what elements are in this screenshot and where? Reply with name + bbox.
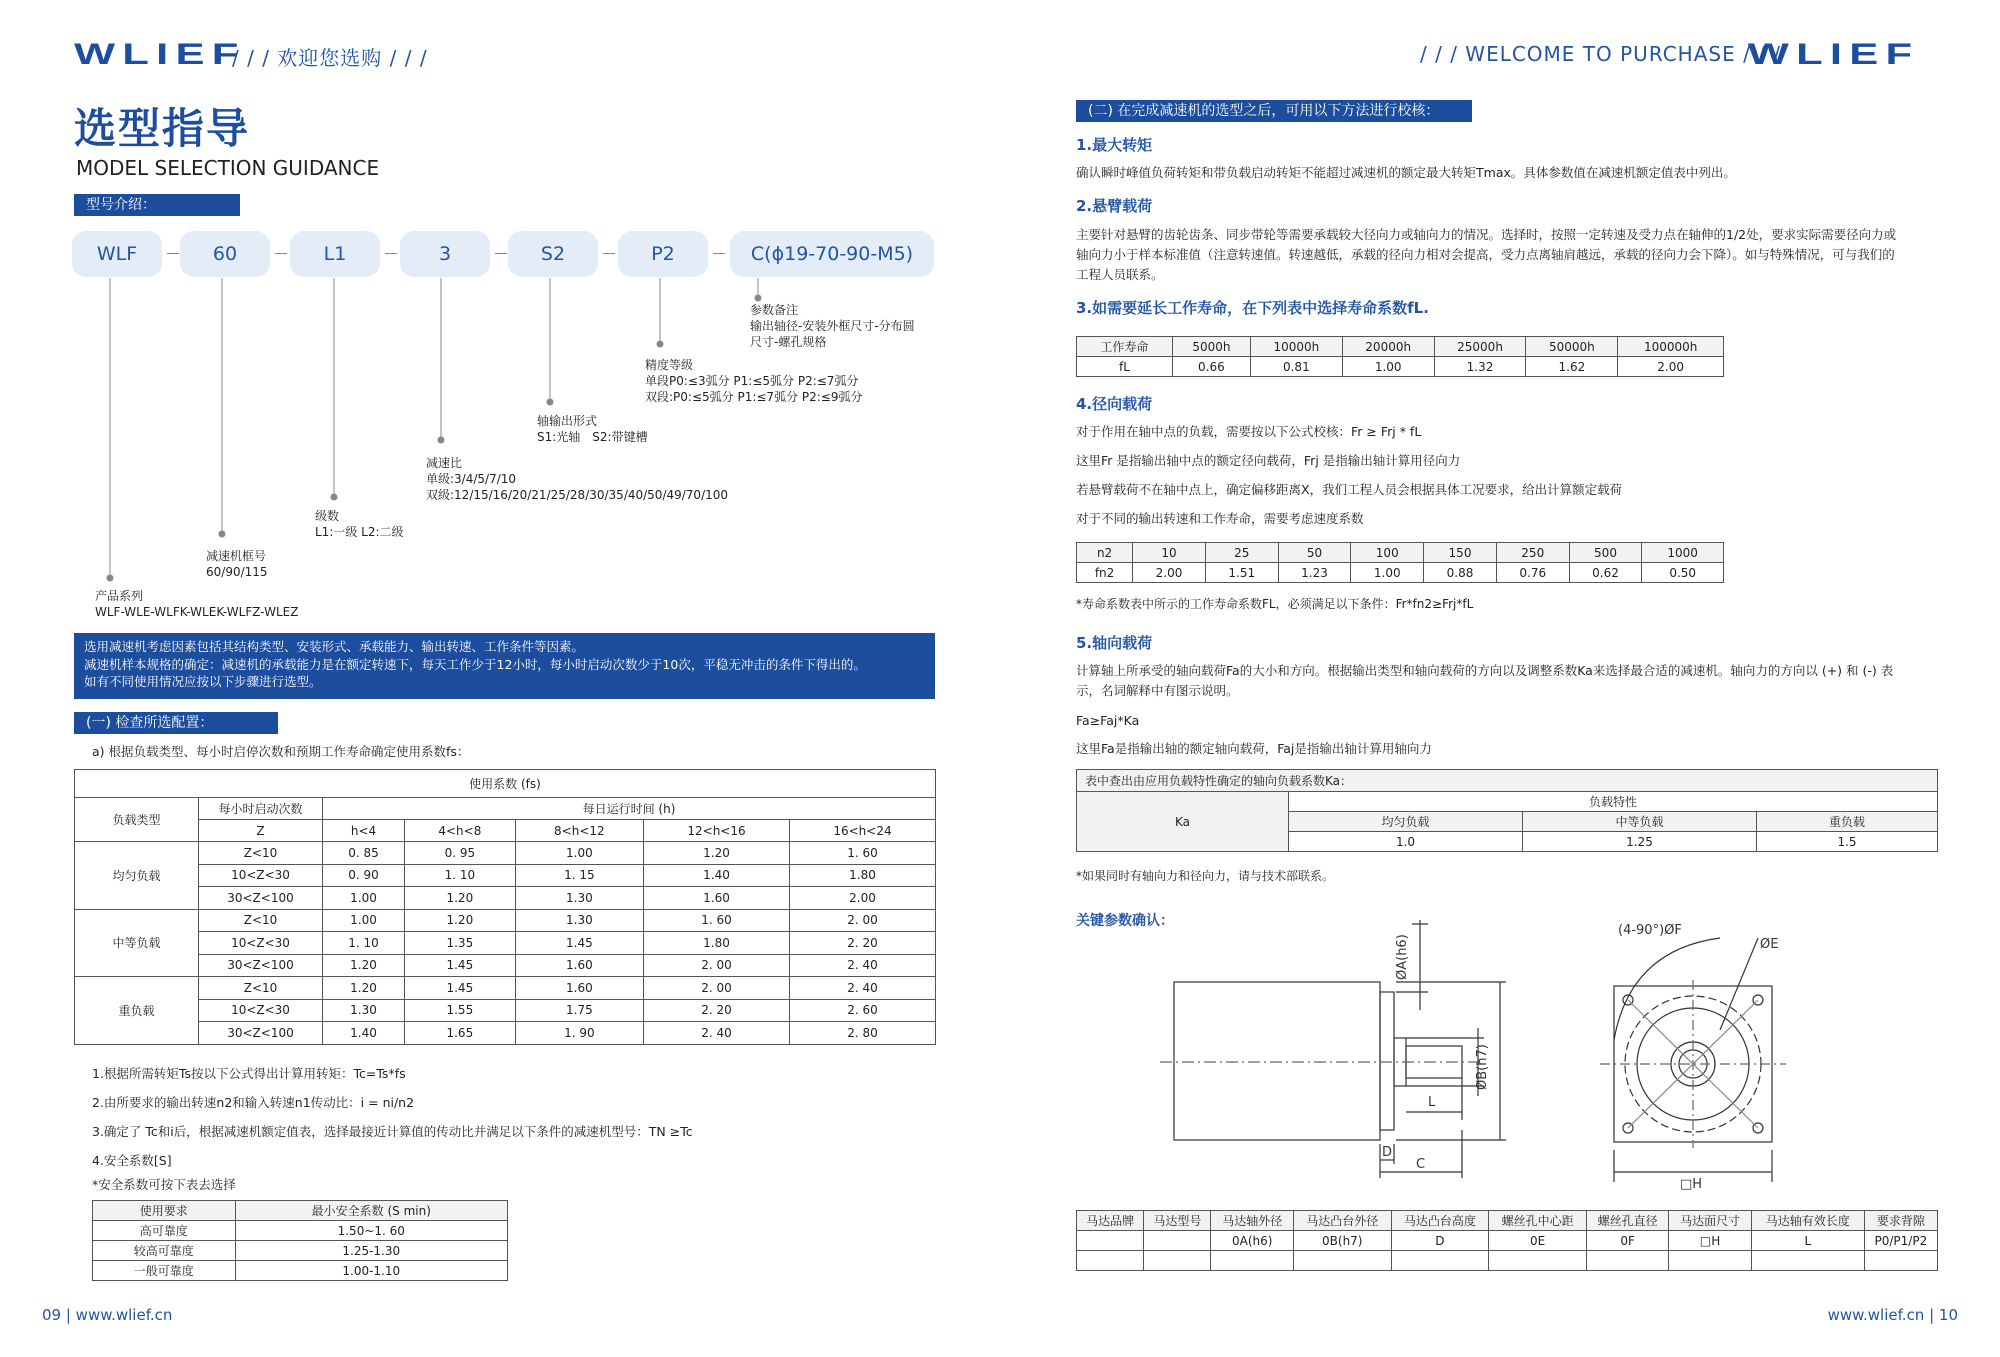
label-precision: 精度等级 单段P0:≤3弧分 P1:≤5弧分 P2:≤7弧分 双段:P0:≤5弧分 P1:≤7弧分 P2:≤9弧分 [645,358,863,404]
fs-cell: 2. 60 [789,999,935,1022]
s3-title: 3.如需要延长工作寿命，在下列表中选择寿命系数fL. [1076,299,1429,317]
motor-cell [1144,1231,1211,1251]
table-row [75,977,936,1000]
fs-cell: 1.20 [405,887,516,910]
fs-cell: 1.45 [405,977,516,1000]
fs-cell: 1.20 [323,977,405,1000]
fs-cell: 1. 10 [323,932,405,955]
dim-c: C [1416,1157,1426,1172]
table-row [1077,1231,1938,1251]
fs-intro: a) 根据负载类型、每小时启停次数和预期工作寿命确定使用系数fs： [92,744,470,759]
motor-empty-cell [1293,1251,1391,1271]
load-type-cell: 重负载 [75,977,199,1045]
motor-head-cell: 螺丝孔中心距 [1489,1211,1587,1231]
fs-cell: 1. 90 [515,1022,643,1045]
fs-cell: 1.00 [515,842,643,865]
fs-cell: Z<10 [199,977,323,1000]
label-frame: 减速机框号 60/90/115 [206,549,268,579]
fs-cell: 2. 20 [644,999,790,1022]
fs-cell: 1.60 [644,887,790,910]
right-welcome: / / / WELCOME TO PURCHASE / / / [1420,42,1782,66]
fs-cell: 10<Z<30 [199,932,323,955]
fs-cell: 2. 00 [789,909,935,932]
model-code-0: WLF [72,231,162,277]
table-row [75,842,936,865]
check2-bar: (二) 在完成减速机的选型之后，可用以下方法进行校核： [1076,100,1472,122]
motor-empty-cell [1211,1251,1293,1271]
motor-empty-cell [1586,1251,1668,1271]
left-footer: 09 | www.wlief.cn [42,1306,173,1324]
fs-cell: 1.20 [405,909,516,932]
note-combined: *如果同时有轴向力和径向力，请与技术部联系。 [1076,869,1335,883]
fa-text: 这里Fa是指输出轴的额定轴向载荷，Faj是指输出轴计算用轴向力 [1076,741,1432,756]
motor-empty-cell [1864,1251,1937,1271]
motor-empty-cell [1669,1251,1751,1271]
motor-empty-cell [1391,1251,1489,1271]
model-code-2: L1 [290,231,380,277]
fs-cell: 1.35 [405,932,516,955]
fs-cell: 30<Z<100 [199,887,323,910]
motor-head-cell: 马达轴外径 [1211,1211,1293,1231]
table-row [75,887,936,910]
check-config-bar: (一) 检查所选配置： [74,712,278,734]
model-code-4: S2 [508,231,598,277]
dim-d: D [1382,1145,1393,1160]
page-subtitle: MODEL SELECTION GUIDANCE [76,156,380,180]
fs-cell: 10<Z<30 [199,999,323,1022]
fs-cell: 1.00 [323,887,405,910]
ka-table: 表中查出由应用负载特性确定的轴向负载系数Ka： Ka 负载特性 均匀负载 中等负载 重负载 1.0 1.25 1.5 [1076,769,1938,852]
s4-text: 对于作用在轴中点的负载，需要按以下公式校核：Fr ≥ Frj * fL 这里Fr 是指输出轴中点的额定径向载荷，Frj 是指输出轴计算用径向力 若悬臂载荷不在轴中点上，确定偏移距离X，我们工程人员会根据具体工况要求，给出计算额定载荷 对于不同的输出转速和工作寿命，需要考虑速度系数 [1076,424,1623,526]
left-logo: WLIEF [74,38,246,71]
right-logo: WLIEF [1747,38,1919,71]
fs-cell: 10<Z<30 [199,864,323,887]
table-row [75,864,936,887]
table-row [1077,1211,1938,1231]
label-stage: 级数 L1:一级 L2:二级 [315,509,404,539]
fs-cell: 1.40 [323,1022,405,1045]
motor-cell: P0/P1/P2 [1864,1231,1937,1251]
motor-table [1076,1210,1938,1271]
table-row [75,999,936,1022]
fa-formula: Fa≥Faj*Ka [1076,713,1140,728]
fs-cell: 1.40 [644,864,790,887]
motor-cell: □H [1669,1231,1751,1251]
s1-text: 确认瞬时峰值负荷转矩和带负载启动转矩不能超过减速机的额定最大转矩Tmax。具体参数值在减速机额定值表中列出。 [1076,165,1736,180]
motor-cell: L [1751,1231,1864,1251]
dim-h: □H [1680,1177,1703,1192]
s2-text: 主要针对悬臂的齿轮齿条、同步带轮等需要承载较大径向力或轴向力的情况。选择时，按照一定转速及受力点在轴伸的1/2处，要求实际需要径向力或 轴向力小于样本标准值（注意转速值。转速越低，承载的径向力相对会提高，受力点离轴肩越远，承载的径向力会下降）。如与特殊情况，可与我们的 工程人员联系。 [1076,227,1897,282]
load-type-cell: 中等负载 [75,909,199,977]
dim-b: ØB(h7) [1475,1044,1490,1090]
s2-title: 2.悬臂载荷 [1076,197,1153,215]
load-type-cell: 均匀负载 [75,842,199,910]
step-list: 1.根据所需转矩Ts按以下公式得出计算用转矩：Tc=Ts*fs 2.由所要求的输出转速n2和输入转速n1传动比：i = ni/n2 3.确定了 Tc和i后，根据减速机额定值表，选择最接近计算值的传动比并满足以下条件的减速机型号：TN ≥Tc 4.安全系数[S] *安全系数可按下表去选择 [92,1066,693,1192]
motor-head-cell: 螺丝孔直径 [1586,1211,1668,1231]
page-title: 选型指导 [74,104,251,153]
fs-cell: 1. 10 [405,864,516,887]
fs-cell: 1.80 [789,864,935,887]
model-code-6: C(ɸ19-70-90-M5) [730,231,934,277]
table-row [75,932,936,955]
right-footer: www.wlief.cn | 10 [1827,1306,1958,1324]
table-row [75,1022,936,1045]
fs-cell: 2. 80 [789,1022,935,1045]
fs-cell: 2. 00 [644,977,790,1000]
life-table: 工作寿命 5000h 10000h 20000h 25000h 50000h 100000h fL 0.66 0.81 1.00 1.32 1.62 2.00 [1076,336,1724,377]
fs-cell: 1.75 [515,999,643,1022]
s5-text: 计算轴上所承受的轴向载荷Fa的大小和方向。根据输出类型和轴向载荷的方向以及调整系数Ka来选择最合适的减速机。轴向力的方向以 (+) 和 (-) 表 示，名词解释中有图示说明。 [1076,663,1894,698]
safety-table: 使用要求 最小安全系数 (S min) 高可靠度 1.50~1. 60 较高可靠度 1.25-1.30 一般可靠度 1.00-1.10 [92,1200,508,1281]
motor-head-cell: 马达凸台高度 [1391,1211,1489,1231]
model-code-5: P2 [618,231,708,277]
fs-cell: 1.65 [405,1022,516,1045]
motor-drawing [1160,920,1880,1200]
fs-cell: 2. 00 [644,954,790,977]
motor-head-cell: 马达轴有效长度 [1751,1211,1864,1231]
label-params: 参数备注 输出轴径-安装外框尺寸-分布圆 尺寸-螺孔规格 [750,303,915,349]
fs-cell: 1.20 [644,842,790,865]
fs-cell: Z<10 [199,909,323,932]
fs-cell: Z<10 [199,842,323,865]
motor-cell: D [1391,1231,1489,1251]
notice-box: 选用减速机考虑因素包括其结构类型、安装形式、承载能力、输出转速、工作条件等因素。 减速机样本规格的确定：减速机的承载能力是在额定转速下，每天工作少于12小时，每小时启动次数少于10次，平稳无冲击的条件下得出的。 如有不同使用情况应按以下步骤进行选型。 [74,633,935,699]
note-life: *寿命系数表中所示的工作寿命系数FL，必须满足以下条件：Fr*fn2≥Frj*fL [1076,597,1474,611]
motor-empty-cell [1751,1251,1864,1271]
dim-l: L [1428,1095,1436,1110]
motor-head-cell: 马达品牌 [1077,1211,1144,1231]
motor-cell: 0F [1586,1231,1668,1251]
fs-cell: 30<Z<100 [199,1022,323,1045]
label-series: 产品系列 WLF-WLE-WLFK-WLEK-WLFZ-WLEZ [95,589,299,619]
model-code-1: 60 [180,231,270,277]
dim-a: ØA(h6) [1395,934,1410,980]
fs-cell: 2. 40 [789,954,935,977]
fs-cell: 0. 90 [323,864,405,887]
fs-cell: 1. 60 [789,842,935,865]
motor-head-cell: 马达凸台外径 [1293,1211,1391,1231]
fs-cell: 1.30 [323,999,405,1022]
fs-cell: 1.30 [515,909,643,932]
s4-title: 4.径向载荷 [1076,395,1153,413]
dim-f: (4-90°)ØF [1618,923,1682,938]
fs-cell: 1.20 [323,954,405,977]
fs-cell: 1.30 [515,887,643,910]
fs-cell: 1.45 [405,954,516,977]
model-intro-bar: 型号介绍： [74,194,240,216]
label-ratio: 减速比 单级:3/4/5/7/10 双级:12/15/16/20/21/25/28/30/35/40/50/49/70/100 [426,456,729,502]
fs-cell: 0. 85 [323,842,405,865]
fs-cell: 1.45 [515,932,643,955]
fs-cell: 2. 20 [789,932,935,955]
fs-cell: 1.60 [515,954,643,977]
table-row [75,909,936,932]
fs-table: 使用系数 (fs) 负载类型 每小时启动次数 每日运行时间 (h) Z h<4 4<h<8 8<h<12 12<h<16 16<h<24 均匀负载 Z<10 0. 85 0. 95 1.00 1.20 1. 60 10<Z<30 0. 90 1. 10 1. 15 1.40 1.80 30<Z<100 1.00 1.20 1.30 1.60 2.00 中等负载 Z<10 1.00 1.20 1.30 1. 60 2. 00 10<Z<30 1. 10 1.35 1.45 1.80 2. 20 30<Z<100 1.20 1.45 1.60 2. 00 2. 40 重负载 Z<10 1.20 1.45 1.60 2. 00 2. 40 10<Z<30 1.30 1.55 1.75 2. 20 2. 60 30<Z<100 1.40 1.65 1. 90 2. 40 2. 80 [74,769,936,1045]
motor-body-side [1174,982,1380,1140]
fs-cell: 2.00 [789,887,935,910]
motor-empty-cell [1489,1251,1587,1271]
table-row [75,954,936,977]
motor-head-cell: 要求背隙 [1864,1211,1937,1231]
motor-cell: 0A(h6) [1211,1231,1293,1251]
motor-empty-cell [1144,1251,1211,1271]
key-params-title: 关键参数确认： [1076,913,1174,929]
fs-cell: 1. 15 [515,864,643,887]
dim-e: ØE [1760,937,1779,952]
fs-cell: 1. 60 [644,909,790,932]
fs-cell: 1.00 [323,909,405,932]
s5-title: 5.轴向载荷 [1076,634,1153,652]
fs-cell: 1.80 [644,932,790,955]
motor-cell: 0E [1489,1231,1587,1251]
motor-head-cell: 马达型号 [1144,1211,1211,1231]
fs-cell: 1.55 [405,999,516,1022]
label-shaft: 轴输出形式 S1:光轴 S2:带键槽 [537,414,648,444]
table-row [1077,1251,1938,1271]
motor-cell: 0B(h7) [1293,1231,1391,1251]
model-code-3: 3 [400,231,490,277]
motor-cell [1077,1231,1144,1251]
motor-head-cell: 马达面尺寸 [1669,1211,1751,1231]
fs-cell: 2. 40 [644,1022,790,1045]
fs-cell: 0. 95 [405,842,516,865]
motor-empty-cell [1077,1251,1144,1271]
fs-cell: 2. 40 [789,977,935,1000]
s1-title: 1.最大转矩 [1076,136,1153,154]
left-welcome: / / / 欢迎您选购 / / / [232,46,428,70]
speed-table: n2 10 25 50 100 150 250 500 1000 fn2 2.00 1.51 1.23 1.00 0.88 0.76 0.62 0.50 [1076,542,1724,583]
fs-cell: 30<Z<100 [199,954,323,977]
fs-cell: 1.60 [515,977,643,1000]
